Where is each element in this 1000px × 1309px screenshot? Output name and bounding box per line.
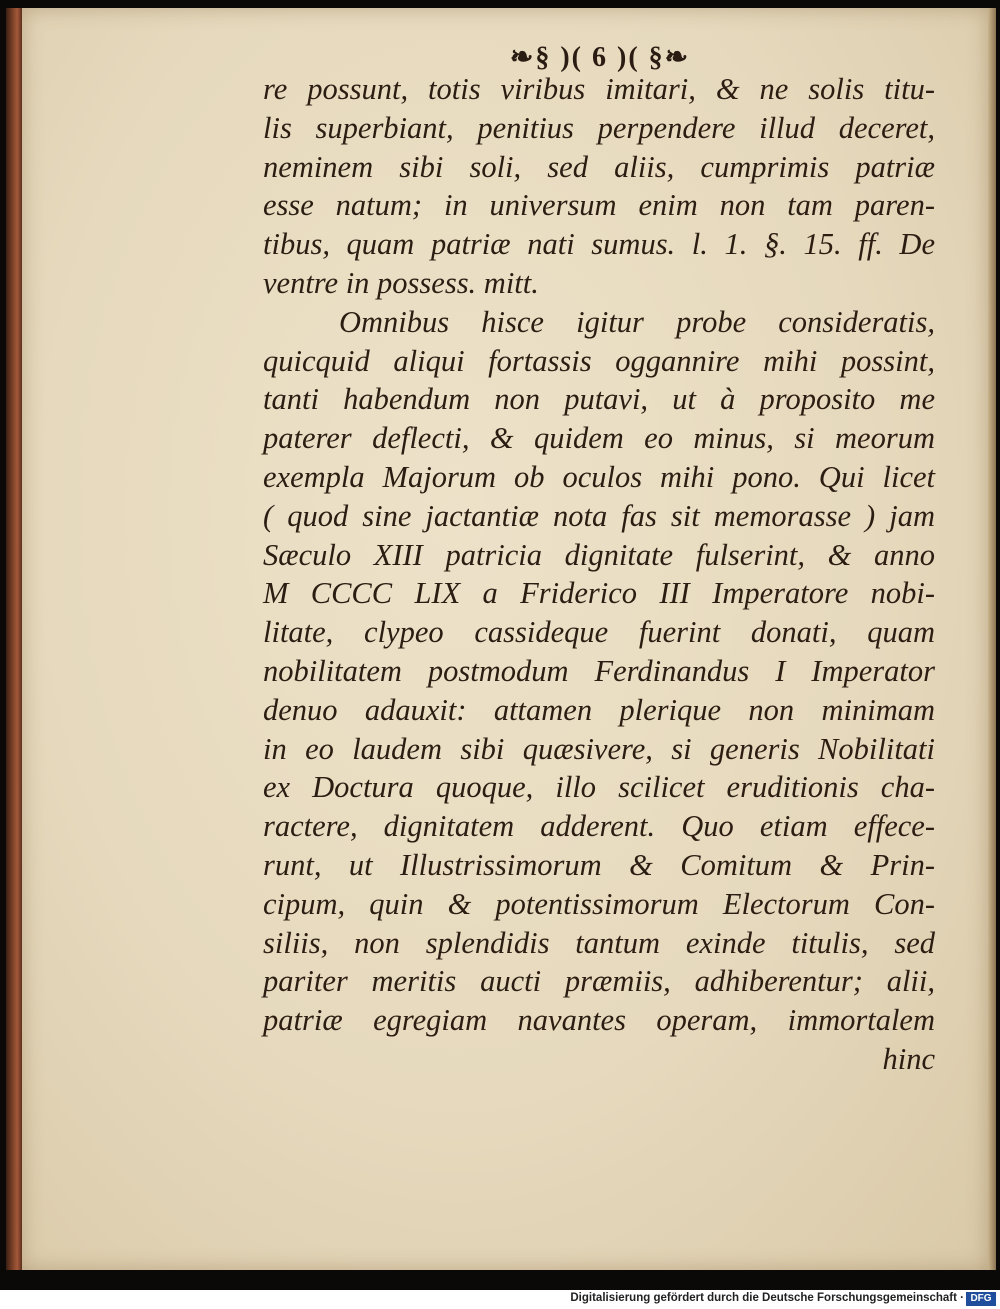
page-right-edge [988, 8, 996, 1270]
text-line: cipum, quin & potentissimorum Electorum Con- [263, 886, 935, 921]
footer-credit: Digitalisierung gefördert durch die Deutsche Forschungsgemeinschaft · [570, 1292, 964, 1304]
text-line: M CCCC LIX a Friderico III Imperatore nobi- [263, 576, 935, 611]
text-line: siliis, non splendidis tantum exinde titulis, sed [263, 925, 935, 960]
text-line: ventre in possess. mitt. [263, 265, 539, 300]
text-line: lis superbiant, penitius perpendere illud deceret, [263, 110, 935, 145]
text-line: in eo laudem sibi quæsivere, si generis Nobilitati [263, 731, 935, 766]
text-line: patriæ egregiam navantes operam, immortalem [263, 1003, 935, 1038]
book-binding-edge [6, 8, 22, 1270]
body-text [263, 70, 935, 1079]
text-line: neminem sibi soli, sed aliis, cumprimis patriæ [263, 149, 935, 184]
text-line: ex Doctura quoque, illo scilicet eruditionis cha- [263, 770, 935, 805]
separator-right: )( [617, 42, 640, 73]
text-line: runt, ut Illustrissimorum & Comitum & Prin- [263, 847, 935, 882]
ornament-right-icon: §❧ [648, 42, 691, 73]
dfg-logo-icon: DFG [966, 1292, 996, 1306]
text-line: tanti habendum non putavi, ut à proposito me [263, 382, 935, 417]
footer-bar [0, 1290, 1000, 1309]
text-line: nobilitatem postmodum Ferdinandus I Imperator [263, 653, 935, 688]
text-line: esse natum; in universum enim non tam paren- [263, 188, 935, 223]
separator-left: )( [560, 42, 583, 73]
text-line: re possunt, totis viribus imitari, & ne solis titu- [263, 72, 935, 106]
text-line: litate, clypeo cassideque fuerint donati, quam [263, 615, 935, 650]
ornament-left-icon: ❧§ [509, 42, 552, 73]
text-line: quicquid aliqui fortassis oggannire mihi possint, [263, 343, 935, 378]
text-line: tibus, quam patriæ nati sumus. l. 1. §. 15. ff. De [263, 227, 935, 262]
text-line: ( quod sine jactantiæ nota fas sit memorasse ) jam [263, 498, 935, 533]
paragraph-first-line: Omnibus hisce igitur probe consideratis, [339, 304, 935, 339]
text-line: denuo adauxit: attamen plerique non minimam [263, 692, 935, 727]
running-head [500, 40, 700, 74]
text-line: ractere, dignitatem adderent. Quo etiam effece- [263, 809, 935, 844]
text-line: pariter meritis aucti præmiis, adhiberentur; alii, [263, 964, 935, 999]
text-line: Sæculo XIII patricia dignitate fulserint, & anno [263, 537, 935, 572]
text-line: exempla Majorum ob oculos mihi pono. Qui licet [263, 459, 935, 494]
catchword: hinc [882, 1041, 935, 1076]
page-number: 6 [592, 42, 608, 73]
text-line: paterer deflecti, & quidem eo minus, si meorum [263, 421, 935, 456]
